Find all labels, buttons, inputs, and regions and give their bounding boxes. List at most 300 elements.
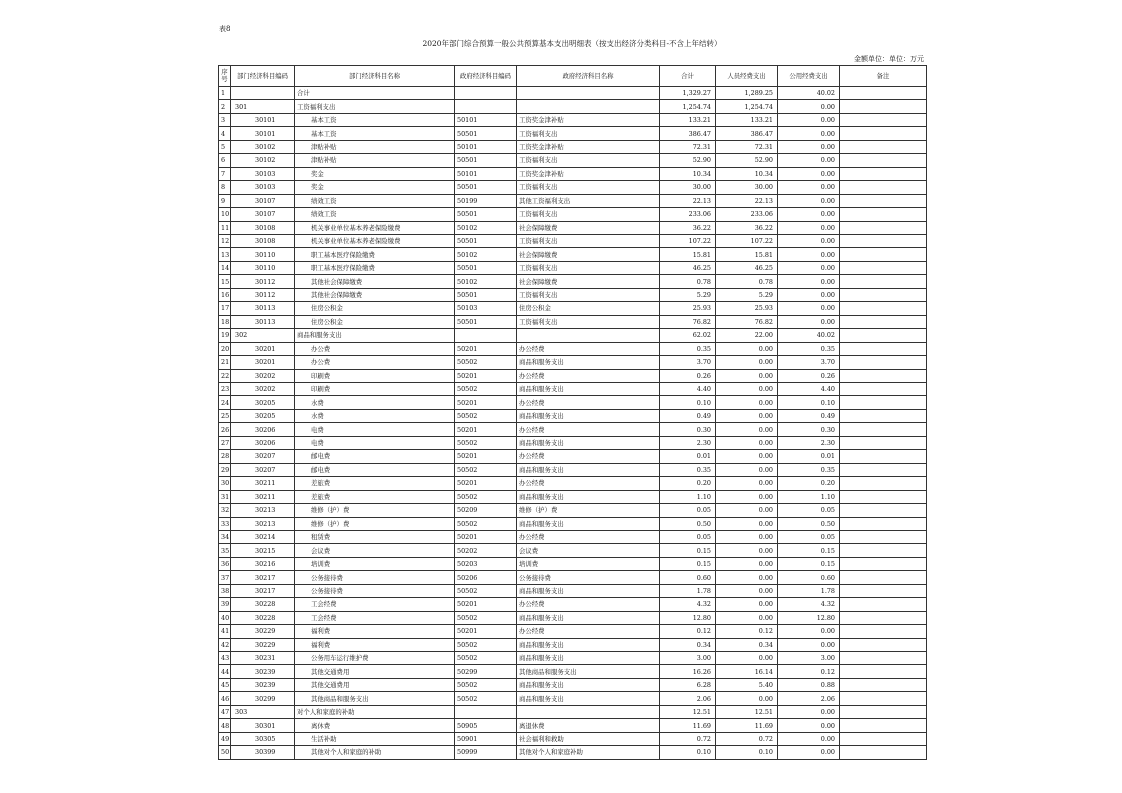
table-row bbox=[219, 315, 927, 328]
row-gov-name: 办公经费 bbox=[517, 342, 660, 355]
row-gov-code: 50501 bbox=[455, 208, 517, 221]
col-header-public: 公用经费支出 bbox=[778, 66, 840, 87]
row-personnel: 0.00 bbox=[716, 544, 778, 557]
row-note bbox=[840, 288, 927, 301]
row-total: 0.12 bbox=[660, 625, 716, 638]
row-dept-name: 电费 bbox=[295, 423, 455, 436]
row-personnel: 0.00 bbox=[716, 450, 778, 463]
row-total: 1,254.74 bbox=[660, 100, 716, 113]
row-note bbox=[840, 436, 927, 449]
row-gov-code: 50502 bbox=[455, 490, 517, 503]
row-seq: 37 bbox=[219, 571, 231, 584]
row-note bbox=[840, 369, 927, 382]
row-seq: 45 bbox=[219, 678, 231, 691]
row-dept-name: 维修（护）费 bbox=[295, 504, 455, 517]
row-public: 0.00 bbox=[778, 705, 840, 718]
row-dept-code: 30107 bbox=[231, 194, 295, 207]
table-row bbox=[219, 87, 927, 100]
row-gov-code: 50502 bbox=[455, 463, 517, 476]
row-dept-code: 30207 bbox=[231, 463, 295, 476]
row-dept-code: 30213 bbox=[231, 504, 295, 517]
row-total: 386.47 bbox=[660, 127, 716, 140]
row-gov-name: 商品和服务支出 bbox=[517, 382, 660, 395]
row-gov-code: 50502 bbox=[455, 678, 517, 691]
row-note bbox=[840, 504, 927, 517]
row-public: 0.00 bbox=[778, 719, 840, 732]
row-note bbox=[840, 571, 927, 584]
row-note bbox=[840, 705, 927, 718]
row-gov-code: 50201 bbox=[455, 396, 517, 409]
row-personnel: 0.00 bbox=[716, 692, 778, 705]
row-personnel: 133.21 bbox=[716, 113, 778, 126]
row-gov-name: 办公经费 bbox=[517, 625, 660, 638]
row-public: 0.00 bbox=[778, 248, 840, 261]
row-public: 0.05 bbox=[778, 504, 840, 517]
row-note bbox=[840, 194, 927, 207]
table-row bbox=[219, 423, 927, 436]
table-row bbox=[219, 369, 927, 382]
row-dept-code: 30112 bbox=[231, 288, 295, 301]
table-row bbox=[219, 557, 927, 570]
row-dept-code: 30216 bbox=[231, 557, 295, 570]
row-gov-code: 50502 bbox=[455, 638, 517, 651]
row-gov-name: 商品和服务支出 bbox=[517, 584, 660, 597]
row-public: 3.00 bbox=[778, 652, 840, 665]
row-dept-code: 30205 bbox=[231, 396, 295, 409]
row-note bbox=[840, 544, 927, 557]
row-seq: 22 bbox=[219, 369, 231, 382]
row-personnel: 0.00 bbox=[716, 557, 778, 570]
row-note bbox=[840, 208, 927, 221]
row-dept-name: 奖金 bbox=[295, 181, 455, 194]
row-public: 0.35 bbox=[778, 463, 840, 476]
col-header-gov-code: 政府经济科目编码 bbox=[455, 66, 517, 87]
row-dept-code: 30211 bbox=[231, 477, 295, 490]
row-dept-code: 30231 bbox=[231, 652, 295, 665]
row-seq: 32 bbox=[219, 504, 231, 517]
row-personnel: 386.47 bbox=[716, 127, 778, 140]
row-gov-name: 其他商品和服务支出 bbox=[517, 665, 660, 678]
row-public: 0.00 bbox=[778, 221, 840, 234]
row-gov-code: 50502 bbox=[455, 382, 517, 395]
row-dept-code: 303 bbox=[231, 705, 295, 718]
row-gov-code: 50901 bbox=[455, 732, 517, 745]
row-dept-name: 差旅费 bbox=[295, 477, 455, 490]
row-gov-name bbox=[517, 329, 660, 342]
row-dept-name: 住房公积金 bbox=[295, 315, 455, 328]
row-gov-name bbox=[517, 87, 660, 100]
row-personnel: 5.40 bbox=[716, 678, 778, 691]
row-seq: 34 bbox=[219, 530, 231, 543]
row-dept-code: 30206 bbox=[231, 436, 295, 449]
row-personnel: 15.81 bbox=[716, 248, 778, 261]
row-public: 0.00 bbox=[778, 100, 840, 113]
row-total: 107.22 bbox=[660, 234, 716, 247]
row-seq: 27 bbox=[219, 436, 231, 449]
row-total: 5.29 bbox=[660, 288, 716, 301]
row-gov-name: 社会保障缴费 bbox=[517, 248, 660, 261]
row-public: 0.00 bbox=[778, 732, 840, 745]
row-dept-code: 30214 bbox=[231, 530, 295, 543]
row-dept-name: 电费 bbox=[295, 436, 455, 449]
row-public: 0.15 bbox=[778, 557, 840, 570]
row-dept-code: 30202 bbox=[231, 369, 295, 382]
row-personnel: 1,254.74 bbox=[716, 100, 778, 113]
row-seq: 21 bbox=[219, 356, 231, 369]
row-gov-name: 办公经费 bbox=[517, 369, 660, 382]
row-personnel: 22.13 bbox=[716, 194, 778, 207]
row-dept-name: 其他交通费用 bbox=[295, 678, 455, 691]
row-gov-code: 50102 bbox=[455, 248, 517, 261]
row-note bbox=[840, 127, 927, 140]
row-personnel: 0.00 bbox=[716, 517, 778, 530]
row-dept-name: 维修（护）费 bbox=[295, 517, 455, 530]
row-gov-code: 50199 bbox=[455, 194, 517, 207]
row-dept-name: 办公费 bbox=[295, 342, 455, 355]
row-public: 0.00 bbox=[778, 234, 840, 247]
row-gov-code: 50299 bbox=[455, 665, 517, 678]
row-dept-code: 30201 bbox=[231, 356, 295, 369]
row-personnel: 0.12 bbox=[716, 625, 778, 638]
row-gov-code bbox=[455, 329, 517, 342]
table-row bbox=[219, 181, 927, 194]
row-personnel: 12.51 bbox=[716, 705, 778, 718]
row-public: 0.20 bbox=[778, 477, 840, 490]
row-seq: 7 bbox=[219, 167, 231, 180]
row-gov-code: 50501 bbox=[455, 181, 517, 194]
row-dept-code: 30301 bbox=[231, 719, 295, 732]
row-personnel: 0.00 bbox=[716, 463, 778, 476]
row-dept-code: 30101 bbox=[231, 113, 295, 126]
row-note bbox=[840, 100, 927, 113]
row-total: 46.25 bbox=[660, 261, 716, 274]
row-seq: 4 bbox=[219, 127, 231, 140]
row-gov-code: 50203 bbox=[455, 557, 517, 570]
row-dept-code: 30215 bbox=[231, 544, 295, 557]
row-seq: 9 bbox=[219, 194, 231, 207]
row-dept-name: 津贴补贴 bbox=[295, 140, 455, 153]
table-row bbox=[219, 261, 927, 274]
table-row bbox=[219, 396, 927, 409]
row-public: 0.12 bbox=[778, 665, 840, 678]
row-public: 0.00 bbox=[778, 275, 840, 288]
row-note bbox=[840, 463, 927, 476]
row-dept-name: 培训费 bbox=[295, 557, 455, 570]
row-total: 2.30 bbox=[660, 436, 716, 449]
row-seq: 47 bbox=[219, 705, 231, 718]
table-header-row bbox=[219, 66, 927, 87]
row-personnel: 0.00 bbox=[716, 504, 778, 517]
row-gov-name: 工资福利支出 bbox=[517, 181, 660, 194]
row-seq: 31 bbox=[219, 490, 231, 503]
row-total: 22.13 bbox=[660, 194, 716, 207]
row-gov-code: 50502 bbox=[455, 409, 517, 422]
table-row bbox=[219, 611, 927, 624]
row-gov-name bbox=[517, 705, 660, 718]
row-public: 0.00 bbox=[778, 288, 840, 301]
row-seq: 20 bbox=[219, 342, 231, 355]
row-personnel: 0.00 bbox=[716, 571, 778, 584]
row-dept-name: 其他社会保障缴费 bbox=[295, 275, 455, 288]
row-total: 10.34 bbox=[660, 167, 716, 180]
row-personnel: 233.06 bbox=[716, 208, 778, 221]
row-seq: 25 bbox=[219, 409, 231, 422]
row-gov-name: 工资福利支出 bbox=[517, 234, 660, 247]
row-personnel: 5.29 bbox=[716, 288, 778, 301]
row-note bbox=[840, 409, 927, 422]
row-dept-code: 30217 bbox=[231, 571, 295, 584]
row-gov-name: 工资福利支出 bbox=[517, 315, 660, 328]
row-personnel: 0.00 bbox=[716, 598, 778, 611]
row-gov-name: 工资奖金津补贴 bbox=[517, 140, 660, 153]
row-total: 3.00 bbox=[660, 652, 716, 665]
row-public: 40.02 bbox=[778, 329, 840, 342]
row-dept-code: 302 bbox=[231, 329, 295, 342]
row-dept-code: 30103 bbox=[231, 181, 295, 194]
row-note bbox=[840, 692, 927, 705]
row-personnel: 11.69 bbox=[716, 719, 778, 732]
row-public: 0.10 bbox=[778, 396, 840, 409]
row-gov-code: 50201 bbox=[455, 625, 517, 638]
row-gov-name: 办公经费 bbox=[517, 450, 660, 463]
row-dept-code: 30201 bbox=[231, 342, 295, 355]
row-public: 0.00 bbox=[778, 127, 840, 140]
row-public: 0.00 bbox=[778, 181, 840, 194]
row-dept-code: 30217 bbox=[231, 584, 295, 597]
row-dept-code: 30110 bbox=[231, 248, 295, 261]
row-dept-code: 30207 bbox=[231, 450, 295, 463]
row-personnel: 30.00 bbox=[716, 181, 778, 194]
row-gov-name: 社会保障缴费 bbox=[517, 221, 660, 234]
row-personnel: 36.22 bbox=[716, 221, 778, 234]
row-dept-name: 会议费 bbox=[295, 544, 455, 557]
row-gov-name: 工资福利支出 bbox=[517, 261, 660, 274]
row-note bbox=[840, 652, 927, 665]
table-row bbox=[219, 329, 927, 342]
row-gov-name: 工资福利支出 bbox=[517, 127, 660, 140]
row-total: 4.40 bbox=[660, 382, 716, 395]
row-gov-code: 50501 bbox=[455, 127, 517, 140]
row-dept-name: 印刷费 bbox=[295, 382, 455, 395]
row-dept-code: 30101 bbox=[231, 127, 295, 140]
row-gov-name: 工资福利支出 bbox=[517, 154, 660, 167]
row-total: 16.26 bbox=[660, 665, 716, 678]
row-total: 2.06 bbox=[660, 692, 716, 705]
row-gov-code: 50201 bbox=[455, 477, 517, 490]
row-seq: 46 bbox=[219, 692, 231, 705]
row-gov-name: 工资福利支出 bbox=[517, 288, 660, 301]
row-gov-name: 商品和服务支出 bbox=[517, 517, 660, 530]
row-dept-name: 差旅费 bbox=[295, 490, 455, 503]
row-seq: 13 bbox=[219, 248, 231, 261]
row-gov-name: 办公经费 bbox=[517, 423, 660, 436]
row-seq: 11 bbox=[219, 221, 231, 234]
row-public: 0.00 bbox=[778, 167, 840, 180]
table-row bbox=[219, 732, 927, 745]
row-public: 0.00 bbox=[778, 208, 840, 221]
row-total: 12.51 bbox=[660, 705, 716, 718]
row-seq: 49 bbox=[219, 732, 231, 745]
row-seq: 10 bbox=[219, 208, 231, 221]
row-note bbox=[840, 490, 927, 503]
table-row bbox=[219, 692, 927, 705]
table-row bbox=[219, 208, 927, 221]
row-public: 1.10 bbox=[778, 490, 840, 503]
row-gov-name: 工资奖金津补贴 bbox=[517, 167, 660, 180]
row-seq: 12 bbox=[219, 234, 231, 247]
col-header-seq: 序号 bbox=[219, 66, 231, 87]
row-gov-name: 办公经费 bbox=[517, 598, 660, 611]
row-seq: 5 bbox=[219, 140, 231, 153]
row-public: 0.60 bbox=[778, 571, 840, 584]
row-dept-code: 30108 bbox=[231, 221, 295, 234]
row-public: 0.15 bbox=[778, 544, 840, 557]
row-note bbox=[840, 140, 927, 153]
row-dept-name: 其他商品和服务支出 bbox=[295, 692, 455, 705]
table-row bbox=[219, 382, 927, 395]
row-dept-name: 生活补助 bbox=[295, 732, 455, 745]
row-gov-name: 社会福利和救助 bbox=[517, 732, 660, 745]
row-public: 0.00 bbox=[778, 315, 840, 328]
row-dept-code: 30239 bbox=[231, 678, 295, 691]
row-gov-code: 50502 bbox=[455, 611, 517, 624]
row-dept-code: 30202 bbox=[231, 382, 295, 395]
row-seq: 33 bbox=[219, 517, 231, 530]
row-dept-code: 30108 bbox=[231, 234, 295, 247]
row-public: 0.00 bbox=[778, 194, 840, 207]
row-gov-code: 50206 bbox=[455, 571, 517, 584]
row-public: 0.00 bbox=[778, 154, 840, 167]
table-row bbox=[219, 625, 927, 638]
row-total: 1.78 bbox=[660, 584, 716, 597]
row-note bbox=[840, 167, 927, 180]
row-personnel: 0.00 bbox=[716, 356, 778, 369]
row-personnel: 16.14 bbox=[716, 665, 778, 678]
row-personnel: 76.82 bbox=[716, 315, 778, 328]
table-row bbox=[219, 463, 927, 476]
row-total: 0.10 bbox=[660, 396, 716, 409]
table-row bbox=[219, 746, 927, 759]
row-total: 0.05 bbox=[660, 530, 716, 543]
row-personnel: 0.34 bbox=[716, 638, 778, 651]
row-gov-code: 50502 bbox=[455, 436, 517, 449]
row-gov-code: 50102 bbox=[455, 275, 517, 288]
row-personnel: 0.10 bbox=[716, 746, 778, 759]
table-row bbox=[219, 652, 927, 665]
row-note bbox=[840, 356, 927, 369]
row-note bbox=[840, 302, 927, 315]
row-dept-code: 30112 bbox=[231, 275, 295, 288]
row-dept-name: 邮电费 bbox=[295, 450, 455, 463]
row-dept-name: 其他对个人和家庭的补助 bbox=[295, 746, 455, 759]
row-gov-code: 50502 bbox=[455, 517, 517, 530]
row-gov-code: 50202 bbox=[455, 544, 517, 557]
row-gov-name: 工资福利支出 bbox=[517, 208, 660, 221]
row-total: 0.60 bbox=[660, 571, 716, 584]
table-row bbox=[219, 571, 927, 584]
row-personnel: 52.90 bbox=[716, 154, 778, 167]
row-dept-name: 水费 bbox=[295, 396, 455, 409]
row-gov-code: 50502 bbox=[455, 584, 517, 597]
table-row bbox=[219, 194, 927, 207]
row-dept-name: 工会经费 bbox=[295, 611, 455, 624]
row-dept-code: 30229 bbox=[231, 638, 295, 651]
row-dept-name: 绩效工资 bbox=[295, 208, 455, 221]
row-dept-name: 绩效工资 bbox=[295, 194, 455, 207]
row-seq: 8 bbox=[219, 181, 231, 194]
row-public: 3.70 bbox=[778, 356, 840, 369]
row-gov-name: 商品和服务支出 bbox=[517, 490, 660, 503]
table-row bbox=[219, 302, 927, 315]
row-seq: 1 bbox=[219, 87, 231, 100]
row-note bbox=[840, 719, 927, 732]
row-gov-code: 50101 bbox=[455, 140, 517, 153]
row-personnel: 0.00 bbox=[716, 369, 778, 382]
row-note bbox=[840, 382, 927, 395]
row-dept-name: 其他交通费用 bbox=[295, 665, 455, 678]
row-public: 2.06 bbox=[778, 692, 840, 705]
row-seq: 14 bbox=[219, 261, 231, 274]
row-dept-code: 30113 bbox=[231, 302, 295, 315]
row-public: 4.32 bbox=[778, 598, 840, 611]
col-header-total: 合计 bbox=[660, 66, 716, 87]
row-dept-name: 水费 bbox=[295, 409, 455, 422]
row-dept-code: 30102 bbox=[231, 140, 295, 153]
row-public: 12.80 bbox=[778, 611, 840, 624]
row-dept-name: 住房公积金 bbox=[295, 302, 455, 315]
row-gov-name: 办公经费 bbox=[517, 530, 660, 543]
row-public: 0.00 bbox=[778, 140, 840, 153]
row-note bbox=[840, 261, 927, 274]
row-gov-code: 50502 bbox=[455, 652, 517, 665]
table-row bbox=[219, 665, 927, 678]
row-public: 0.01 bbox=[778, 450, 840, 463]
row-personnel: 1,289.25 bbox=[716, 87, 778, 100]
row-note bbox=[840, 234, 927, 247]
row-gov-code: 50102 bbox=[455, 221, 517, 234]
row-personnel: 46.25 bbox=[716, 261, 778, 274]
row-dept-name: 职工基本医疗保险缴费 bbox=[295, 248, 455, 261]
row-public: 2.30 bbox=[778, 436, 840, 449]
row-total: 62.02 bbox=[660, 329, 716, 342]
row-gov-name: 会议费 bbox=[517, 544, 660, 557]
row-gov-name: 其他对个人和家庭补助 bbox=[517, 746, 660, 759]
row-public: 0.00 bbox=[778, 113, 840, 126]
col-header-dept-name: 部门经济科目名称 bbox=[295, 66, 455, 87]
row-gov-name: 工资奖金津补贴 bbox=[517, 113, 660, 126]
row-seq: 3 bbox=[219, 113, 231, 126]
row-total: 233.06 bbox=[660, 208, 716, 221]
row-gov-name: 社会保障缴费 bbox=[517, 275, 660, 288]
row-gov-code: 50501 bbox=[455, 315, 517, 328]
table-row bbox=[219, 719, 927, 732]
row-seq: 16 bbox=[219, 288, 231, 301]
row-note bbox=[840, 396, 927, 409]
table-row bbox=[219, 544, 927, 557]
row-gov-name: 办公经费 bbox=[517, 396, 660, 409]
row-dept-name: 公务用车运行维护费 bbox=[295, 652, 455, 665]
row-dept-name: 工资福利支出 bbox=[295, 100, 455, 113]
row-gov-name: 商品和服务支出 bbox=[517, 463, 660, 476]
row-gov-name: 维修（护）费 bbox=[517, 504, 660, 517]
table-row bbox=[219, 409, 927, 422]
row-dept-name: 离休费 bbox=[295, 719, 455, 732]
row-gov-code: 50201 bbox=[455, 342, 517, 355]
row-gov-name: 商品和服务支出 bbox=[517, 409, 660, 422]
row-dept-name: 印刷费 bbox=[295, 369, 455, 382]
row-dept-code: 30103 bbox=[231, 167, 295, 180]
row-total: 0.50 bbox=[660, 517, 716, 530]
